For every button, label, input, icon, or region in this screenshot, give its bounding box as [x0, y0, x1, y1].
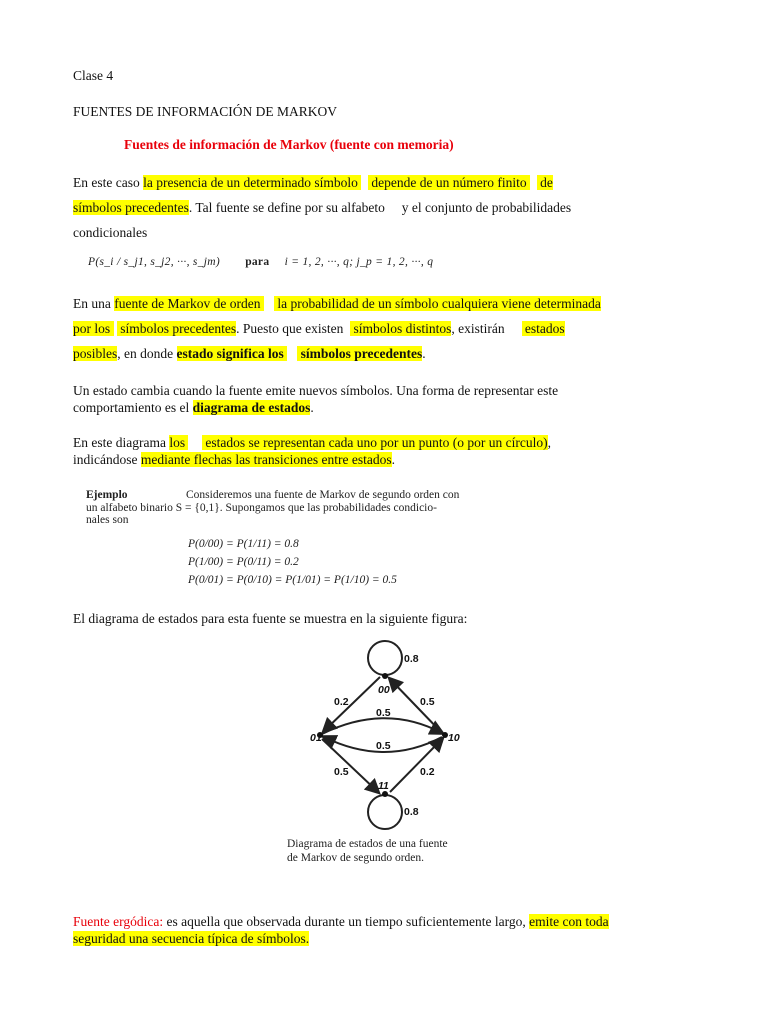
example-text: un alfabeto binario S = {0,1}. Supongamos que las probabilidades condicio-	[86, 501, 437, 514]
example-equation: P(1/00) = P(0/11) = 0.2	[188, 555, 299, 568]
highlight: posibles	[73, 346, 118, 361]
text: .	[391, 452, 396, 467]
text: .	[422, 346, 426, 361]
bold-highlight: diagrama de estados	[192, 400, 311, 415]
text: En una	[73, 296, 115, 311]
edge-01-10	[322, 718, 442, 734]
example-equation: P(0/01) = P(0/10) = P(1/01) = P(1/10) = 0.5	[188, 573, 397, 586]
paragraph-order	[73, 291, 695, 366]
diagram-caption	[287, 837, 448, 865]
term-red: Fuente ergódica:	[73, 914, 164, 929]
highlight: la probabilidad de un símbolo cualquiera viene determinada	[273, 296, 601, 311]
bold-highlight: estado significa los	[176, 346, 288, 361]
self-loop-11	[368, 795, 402, 829]
example-text: Consideremos una fuente de Markov de segundo orden con	[186, 489, 460, 501]
highlight: mediante flechas las transiciones entre estados	[140, 452, 392, 467]
prob-label: 0.2	[420, 766, 435, 778]
example-block	[86, 489, 546, 589]
highlight: emite con toda	[529, 914, 609, 929]
prob-label: 0.8	[404, 806, 419, 818]
highlight: la presencia de un determinado símbolo	[143, 175, 362, 190]
text: .	[310, 400, 314, 415]
highlight: fuente de Markov de orden	[114, 296, 264, 311]
caption-line: de Markov de segundo orden.	[287, 852, 425, 864]
highlight: los	[169, 435, 189, 450]
formula-para: para	[245, 256, 270, 268]
highlight: símbolos distintos	[350, 321, 452, 336]
prob-label: 0.8	[404, 653, 419, 665]
highlight: símbolos precedentes	[116, 321, 237, 336]
state-diagram	[290, 635, 490, 835]
class-label: Clase 4	[73, 68, 114, 83]
conditional-probability-formula	[88, 256, 433, 268]
text: comportamiento es el	[73, 400, 193, 415]
text: . Tal fuente se define por su alfabeto	[188, 200, 385, 215]
text: condicionales	[73, 225, 148, 240]
caption-line: Diagrama de estados de una fuente	[287, 838, 448, 850]
paragraph-diagram	[73, 434, 695, 468]
paragraph-ergodic	[73, 913, 695, 947]
text: , existirán	[451, 321, 509, 336]
text: Un estado cambia cuando la fuente emite nuevos símbolos. Una forma de representar este	[73, 383, 559, 398]
page-heading: FUENTES DE INFORMACIÓN DE MARKOV	[73, 104, 338, 119]
highlight: de	[536, 175, 553, 190]
text: ,	[547, 435, 552, 450]
text: En este diagrama	[73, 435, 170, 450]
prob-label: 0.2	[334, 696, 349, 708]
example-equation: P(0/00) = P(1/11) = 0.8	[188, 537, 299, 550]
highlight: estados	[521, 321, 565, 336]
highlight: símbolos precedentes	[73, 200, 189, 215]
node-00	[382, 673, 388, 679]
self-loop-00	[368, 641, 402, 675]
prob-label: 0.5	[420, 696, 435, 708]
state-label: 00	[378, 684, 390, 696]
paragraph-intro	[73, 170, 695, 245]
example-text: nales son	[86, 514, 129, 526]
prob-label: 0.5	[334, 766, 349, 778]
prob-label: 0.5	[376, 740, 391, 752]
state-label: 10	[448, 732, 460, 744]
state-label: 11	[378, 780, 389, 792]
text: es aquella que observada durante un tiempo suficientemente largo,	[163, 914, 530, 929]
highlight: por los	[73, 321, 114, 336]
text: indicándose	[73, 452, 141, 467]
bold-highlight: símbolos precedentes	[297, 346, 423, 361]
state-label: 01	[310, 732, 322, 744]
prob-label: 0.5	[376, 707, 391, 719]
formula-rhs: i = 1, 2, ···, q; j_p = 1, 2, ···, q	[284, 256, 434, 268]
highlight: estados se representan cada uno por un punto (o por un círculo)	[201, 435, 548, 450]
text: En este caso	[73, 175, 144, 190]
section-subheading: Fuentes de información de Markov (fuente con memoria)	[124, 137, 454, 152]
paragraph-state-change	[73, 382, 695, 416]
highlight: depende de un número finito	[368, 175, 531, 190]
paragraph-figure-intro: El diagrama de estados para esta fuente se muestra en la siguiente figura:	[73, 611, 468, 626]
text: . Puesto que existen	[236, 321, 347, 336]
highlight: seguridad una secuencia típica de símbolos.	[73, 931, 310, 946]
example-label: Ejemplo	[86, 489, 128, 501]
text: , en donde	[117, 346, 177, 361]
formula-lhs: P(s_i / s_j1, s_j2, ···, s_jm)	[88, 256, 220, 268]
text: y el conjunto de probabilidades	[398, 200, 572, 215]
